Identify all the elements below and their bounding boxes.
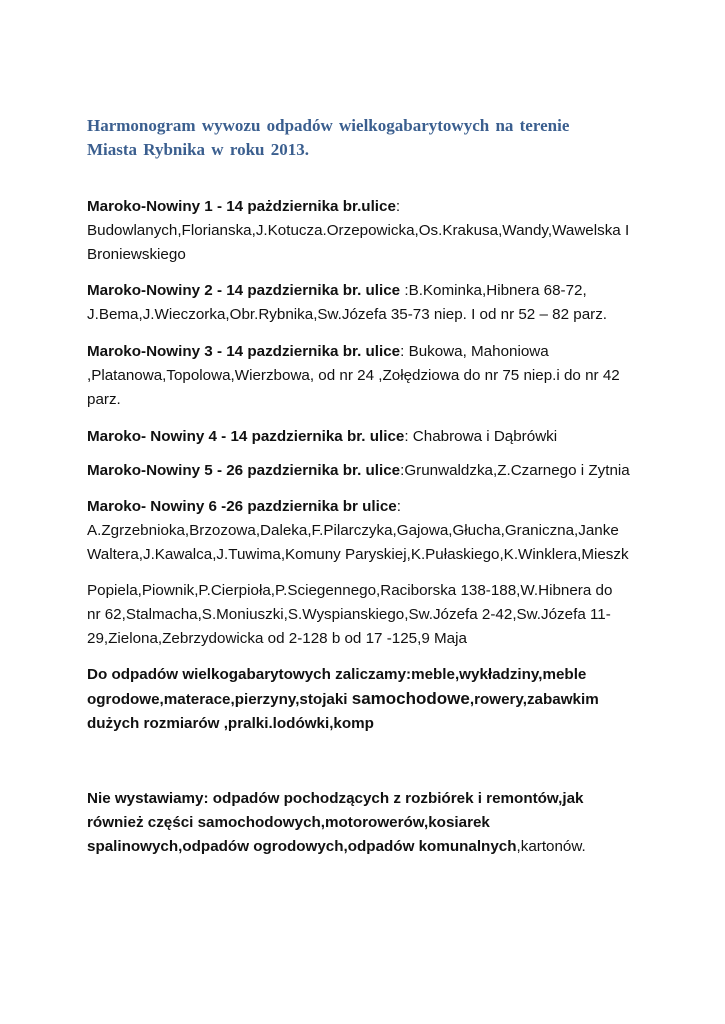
schedule-section-3 <box>87 340 647 412</box>
section-6-line-1 <box>87 495 647 519</box>
included-line-3 <box>87 712 647 736</box>
section-5-line-1 <box>87 459 647 483</box>
schedule-section-4 <box>87 425 647 449</box>
section-1-heading: Maroko-Nowiny 1 - 14 pażdziernika br.ulice <box>87 198 396 215</box>
excluded-line-2 <box>87 811 647 835</box>
included-line-2 <box>87 687 647 712</box>
section-1-text: : <box>395 198 401 215</box>
section-5-text: :Grunwaldzka,Z.Czarnego i Zytnia <box>400 462 630 479</box>
section-6-line-6: 29,Zielona,Zebrzydowicka od 2-128 b od 17 -125,9 Maja <box>87 630 467 647</box>
excluded-line-3-text-b: ,kartonów. <box>516 838 586 855</box>
included-items-note <box>87 663 647 736</box>
excluded-items-note <box>87 787 647 859</box>
section-2-text: :B.Kominka,Hibnera 68-72, <box>400 282 587 299</box>
section-4-line-1 <box>87 425 647 449</box>
schedule-section-6 <box>87 495 647 567</box>
section-1-line-1 <box>87 195 647 219</box>
section-3-line-1 <box>87 340 647 364</box>
schedule-section-6-continued <box>87 579 647 651</box>
section-4-text: : Chabrowa i Dąbrówki <box>404 428 558 445</box>
schedule-section-5 <box>87 459 647 483</box>
title-line-1: Harmonogram wywozu odpadów wielkogabarytowych na terenie <box>87 116 570 135</box>
excluded-line-1-text: Nie wystawiamy: odpadów pochodzących z rozbiórek i remontów,jak <box>87 790 584 807</box>
excluded-line-3 <box>87 835 647 859</box>
included-line-1 <box>87 663 647 687</box>
section-1-line-3: Broniewskiego <box>87 246 186 263</box>
title-line-2: Miasta Rybnika w roku 2013. <box>87 140 309 159</box>
section-6-line-4: Popiela,Piownik,P.Cierpioła,P.Sciegennego,Raciborska 138-188,W.Hibnera do <box>87 582 613 599</box>
section-6-line-3: Waltera,J.Kawalca,J.Tuwima,Komuny Paryskiej,K.Pułaskiego,K.Winklera,Mieszk <box>87 546 629 563</box>
section-2-line-1 <box>87 279 647 303</box>
section-3-line-3: parz. <box>87 391 121 408</box>
section-1-line-2: Budowlanych,Florianska,J.Kotucza.Orzepowicka,Os.Krakusa,Wandy,Wawelska I <box>87 222 630 239</box>
included-line-2-text-a: ogrodowe,materace,pierzyny,stojaki <box>87 691 352 708</box>
included-line-2-text-c: ,rowery,zabawkim <box>469 691 599 708</box>
excluded-line-2-text: również części samochodowych,motorowerów,kosiarek <box>87 814 490 831</box>
included-line-2-text-b: samochodowe <box>351 689 470 708</box>
section-6-text: : <box>396 498 401 515</box>
section-2-heading: Maroko-Nowiny 2 - 14 pazdziernika br. ulice <box>87 282 401 299</box>
section-6-heading: Maroko- Nowiny 6 -26 pazdziernika br ulice <box>87 498 397 515</box>
section-4-heading: Maroko- Nowiny 4 - 14 pazdziernika br. ulice <box>87 428 405 445</box>
schedule-section-1 <box>87 195 647 267</box>
document-title <box>87 114 647 162</box>
excluded-line-1 <box>87 787 647 811</box>
schedule-section-2 <box>87 279 647 327</box>
included-line-1-text: Do odpadów wielkogabarytowych zaliczamy:meble,wykładziny,meble <box>87 666 587 683</box>
section-3-text: : Bukowa, Mahoniowa <box>400 343 549 360</box>
section-6-line-2: A.Zgrzebnioka,Brzozowa,Daleka,F.Pilarczyka,Gajowa,Głucha,Graniczna,Janke <box>87 522 619 539</box>
excluded-line-3-text-a: spalinowych,odpadów ogrodowych,odpadów komunalnych <box>87 838 517 855</box>
section-3-line-2: ,Platanowa,Topolowa,Wierzbowa, od nr 24 ,Zołędziowa do nr 75 niep.i do nr 42 <box>87 367 620 384</box>
section-2-line-2: J.Bema,J.Wieczorka,Obr.Rybnika,Sw.Józefa 35-73 niep. I od nr 52 – 82 parz. <box>87 306 608 323</box>
section-5-heading: Maroko-Nowiny 5 - 26 pazdziernika br. ulice <box>87 462 401 479</box>
section-3-heading: Maroko-Nowiny 3 - 14 pazdziernika br. ulice <box>87 343 401 360</box>
included-line-3-text: dużych rozmiarów ,pralki.lodówki,komp <box>87 715 374 732</box>
section-6-line-5: nr 62,Stalmacha,S.Moniuszki,S.Wyspianskiego,Sw.Józefa 2-42,Sw.Józefa 11- <box>87 606 611 623</box>
